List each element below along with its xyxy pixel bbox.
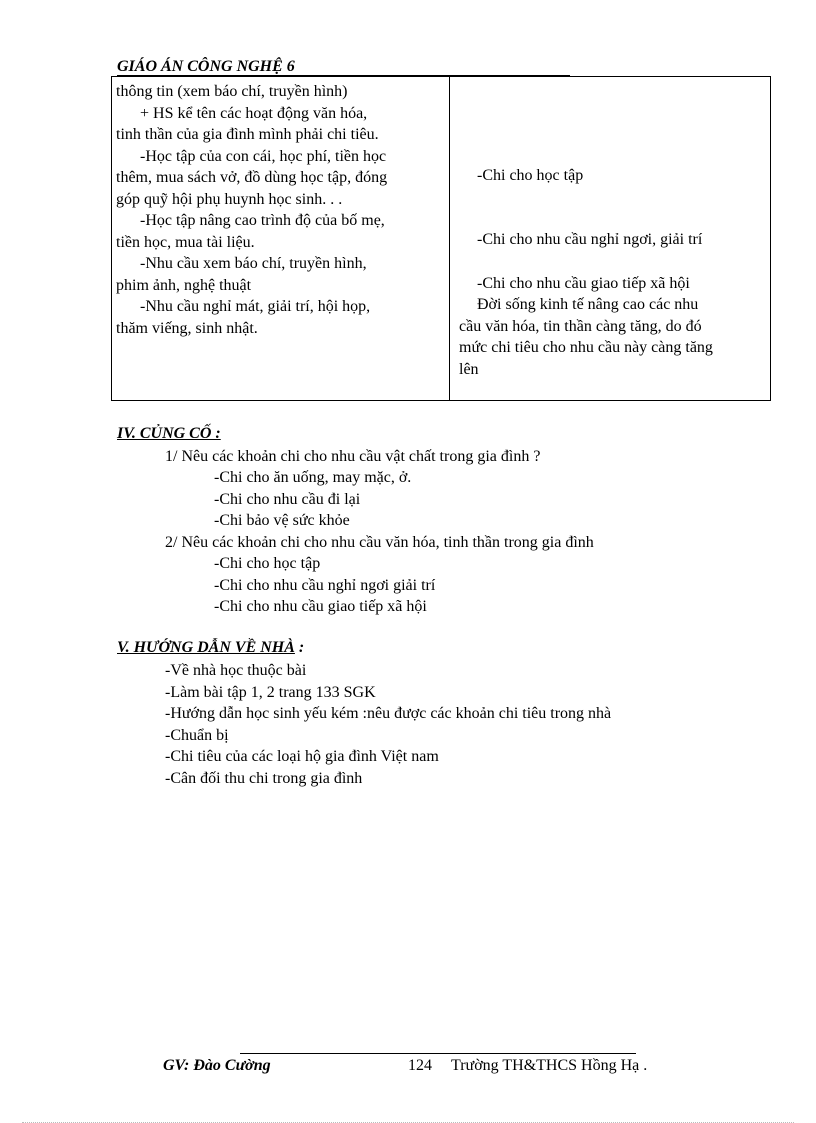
footer-teacher: GV: Đào Cường — [163, 1057, 271, 1074]
section-5-items — [165, 660, 611, 789]
table-left-cell — [116, 81, 446, 339]
answer-item: -Chi cho ăn uống, may mặc, ở. — [214, 469, 412, 486]
table-line: -Nhu cầu nghỉ mát, giải trí, hội họp, — [140, 298, 371, 315]
note-line: mức chi tiêu cho nhu cầu này càng tăng — [459, 339, 713, 356]
answer-item: -Chi cho nhu cầu nghỉ ngơi giải trí — [214, 576, 436, 594]
section-4-question-2: 2/ Nêu các khoản chi cho nhu cầu văn hóa, tinh thần trong gia đình — [165, 534, 594, 551]
activity-table — [111, 76, 771, 401]
note-line: cầu văn hóa, tin thần càng tăng, do đó — [459, 317, 702, 335]
table-line: -Nhu cầu xem báo chí, truyền hình, — [140, 255, 367, 272]
answer-item: -Chi cho nhu cầu đi lại — [214, 490, 361, 508]
homework-item: -Chi tiêu của các loại hộ gia đình Việt nam — [165, 748, 439, 765]
note-line: lên — [459, 360, 479, 378]
header-title: GIÁO ÁN CÔNG NGHỆ 6 — [117, 58, 295, 75]
section-4-q1-answers — [214, 467, 411, 532]
section-4-heading: IV. CỦNG CỐ : — [117, 425, 221, 442]
homework-item: -Cân đối thu chi trong gia đình — [165, 769, 363, 787]
table-line: + HS kể tên các hoạt động văn hóa, — [140, 104, 368, 122]
right-item-social: -Chi cho nhu cầu giao tiếp xã hội — [477, 275, 690, 292]
homework-item: -Chuẩn bị — [165, 726, 229, 744]
section-4-q2-answers — [214, 553, 435, 618]
table-column-divider — [449, 77, 450, 400]
footer-page-number: 124 — [408, 1057, 432, 1074]
answer-item: -Chi cho học tập — [214, 555, 321, 572]
homework-item: -Làm bài tập 1, 2 trang 133 SGK — [165, 683, 376, 701]
section-5-heading: V. HƯỚNG DẪN VỀ NHÀ : — [117, 639, 305, 656]
table-line: thông tin (xem báo chí, truyền hình) — [116, 83, 348, 100]
footer-rule — [240, 1053, 636, 1054]
table-line: thêm, mua sách vở, đồ dùng học tập, đóng — [116, 169, 388, 186]
note-line: Đời sống kinh tế nâng cao các nhu — [477, 296, 699, 313]
right-item-rest: -Chi cho nhu cầu nghỉ ngơi, giải trí — [477, 231, 703, 248]
section-4-question-1: 1/ Nêu các khoản chi cho nhu cầu vật chất trong gia đình ? — [165, 448, 541, 465]
homework-item: -Hướng dẫn học sinh yếu kém :nêu được các khoản chi tiêu trong nhà — [165, 705, 612, 722]
table-line: góp quỹ hội phụ huynh học sinh. . . — [116, 190, 343, 208]
answer-item: -Chi cho nhu cầu giao tiếp xã hội — [214, 598, 427, 615]
table-line: -Học tập nâng cao trình độ của bố mẹ, — [140, 212, 385, 229]
right-note — [459, 294, 769, 380]
table-line: thăm viếng, sinh nhật. — [116, 319, 258, 337]
table-line: tinh thần của gia đình mình phải chi tiêu. — [116, 126, 379, 143]
table-line: phim ảnh, nghệ thuật — [116, 276, 252, 294]
homework-item: -Về nhà học thuộc bài — [165, 662, 307, 679]
table-line: tiền học, mua tài liệu. — [116, 233, 255, 251]
table-line: -Học tập của con cái, học phí, tiền học — [140, 147, 387, 165]
answer-item: -Chi bảo vệ sức khỏe — [214, 512, 350, 529]
right-item-study: -Chi cho học tập — [477, 167, 584, 184]
footer-school: Trường TH&THCS Hồng Hạ . — [451, 1057, 648, 1074]
